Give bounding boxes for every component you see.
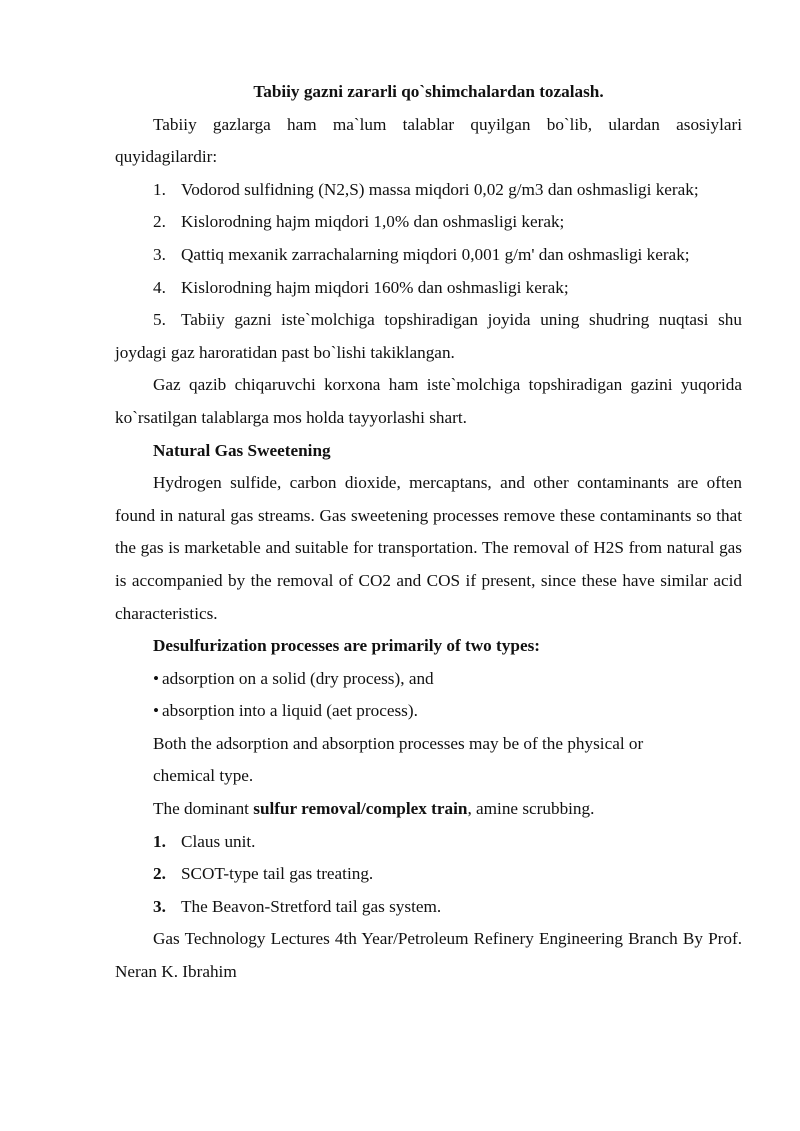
bullet-text: adsorption on a solid (dry process), and — [162, 668, 434, 688]
requirement-text: Tabiiy gazni iste`molchiga topshiradigan joyida uning shudring nuqtasi shu joydagi gaz haroratidan past bo`lishi takiklangan. — [115, 310, 742, 362]
requirement-number: 3. — [153, 244, 166, 264]
process-type-line: chemical type. — [153, 766, 254, 786]
footer-note-paragraph: Gas Technology Lectures 4th Year/Petroleum Refinery Engineering Branch By Prof. Neran K. Ibrahim — [115, 929, 742, 982]
producer-note-paragraph: Gaz qazib chiqaruvchi korxona ham iste`molchiga topshiradigan gazini yuqorida ko`rsatilgan talablarga mos holda tayyorlashi shart. — [115, 375, 742, 427]
process-type-line: Both the adsorption and absorption processes may be of the physical or — [153, 733, 644, 753]
document-body — [115, 76, 742, 989]
bullet-dot: • — [153, 668, 160, 688]
requirement-item — [115, 304, 742, 369]
sweetening-paragraph: Hydrogen sulfide, carbon dioxide, mercaptans, and other contaminants are often found in natural gas streams. Gas sweetening processes remove these contaminants so that the gas is marketable and suitable for transportation. The removal of H2S from natural gas is accompanied by the removal of CO2 and COS if present, since these have similar acid characteristics. — [115, 473, 742, 623]
dominant-suffix: , amine scrubbing. — [467, 799, 595, 819]
document-title: Tabiiy gazni zararli qo`shimchalardan tozalash. — [253, 82, 604, 101]
train-step-item — [115, 858, 742, 891]
requirement-number: 5. — [153, 310, 166, 330]
train-step-number: 3. — [153, 896, 166, 916]
dominant-bold-term: sulfur removal/complex train — [253, 799, 468, 819]
requirement-text: Vodorod sulfidning (N2,S) massa miqdori 0,02 g/m3 dan oshmasligi kerak; — [181, 179, 699, 199]
requirement-text: Kislorodning hajm miqdori 160% dan oshmasligi kerak; — [181, 277, 569, 297]
train-step-text: SCOT-type tail gas treating. — [181, 864, 374, 884]
requirement-item — [115, 239, 742, 272]
requirement-item — [115, 174, 742, 207]
desulfurization-heading: Desulfurization processes are primarily of two types: — [153, 636, 540, 656]
train-step-text: Claus unit. — [181, 831, 256, 851]
dominant-train-line — [115, 793, 742, 826]
bullet-text: absorption into a liquid (aet process). — [162, 701, 418, 721]
bullet-item — [115, 695, 742, 728]
requirement-number: 1. — [153, 179, 166, 199]
requirement-number: 2. — [153, 212, 166, 232]
train-step-number: 2. — [153, 864, 166, 884]
section-heading: Natural Gas Sweetening — [153, 440, 331, 460]
requirement-text: Qattiq mexanik zarrachalarning miqdori 0,001 g/m' dan oshmasligi kerak; — [181, 244, 690, 264]
bullet-dot: • — [153, 701, 160, 721]
train-step-text: The Beavon-Stretford tail gas system. — [181, 896, 442, 916]
train-step-item — [115, 891, 742, 924]
train-step-number: 1. — [153, 831, 166, 851]
requirement-text: Kislorodning hajm miqdori 1,0% dan oshmasligi kerak; — [181, 212, 565, 232]
dominant-prefix: The dominant — [153, 799, 254, 819]
train-step-item — [115, 826, 742, 859]
requirement-item — [115, 272, 742, 305]
intro-paragraph: Tabiiy gazlarga ham ma`lum talablar quyilgan bo`lib, ulardan asosiylari quyidagilardir: — [115, 114, 742, 167]
bullet-item — [115, 663, 742, 696]
requirement-number: 4. — [153, 277, 166, 297]
requirement-item — [115, 206, 742, 239]
